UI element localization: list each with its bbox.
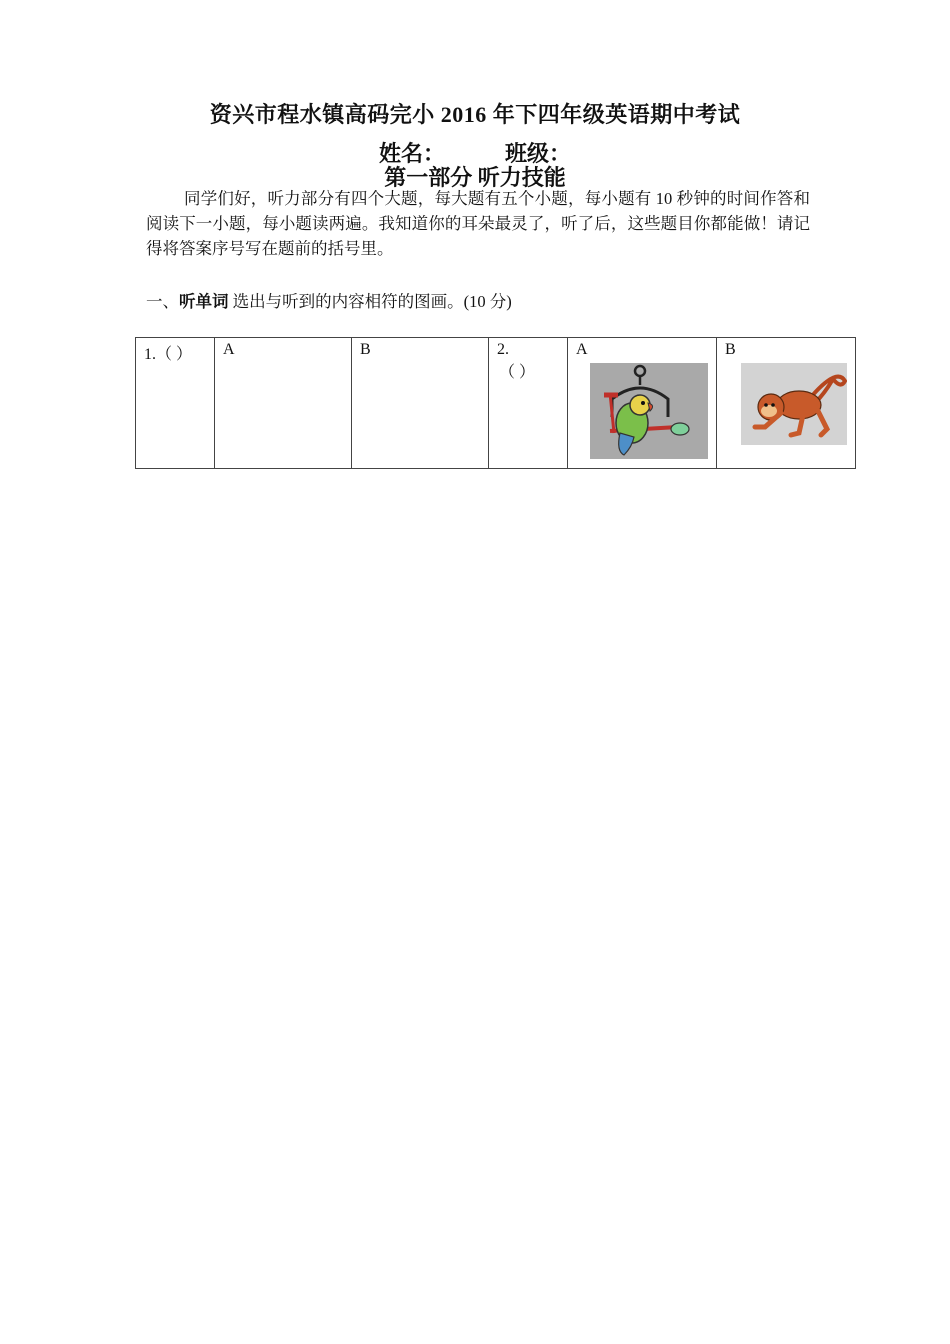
exam-title: 资兴市程水镇高码完小 2016 年下四年级英语期中考试: [209, 102, 741, 127]
section-title: 听单词: [179, 292, 229, 311]
option-b-label: B: [360, 341, 371, 358]
class-label: 班级：: [505, 141, 572, 166]
answer-bracket-2[interactable]: （ ）: [499, 364, 536, 381]
parrot-in-cage-image: [590, 363, 708, 459]
question-2-option-b[interactable]: [717, 338, 856, 469]
section-1-heading: [146, 288, 512, 312]
question-2-number: 2.: [497, 341, 509, 358]
name-label: 姓名：: [378, 141, 445, 166]
option-a-label: A: [576, 341, 588, 358]
question-2-option-a[interactable]: [568, 338, 717, 469]
section-instruction: 选出与听到的内容相符的图画。(10 分): [228, 292, 512, 311]
option-a-label: A: [223, 341, 235, 358]
question-2-cell: [489, 338, 568, 469]
question-1-number: 1.: [144, 346, 156, 363]
intro-paragraph: 同学们好，听力部分有四个大题，每大题有五个小题，每小题有 10 秒钟的时间作答和阅读下一小题，每小题读两遍。我知道你的耳朵最灵了，听了后，这些题目你都能做！请记得将答案序号写在题前的括号里。: [146, 189, 810, 258]
question-1-option-a[interactable]: [215, 338, 352, 469]
question-table: [135, 337, 856, 469]
table-row: [136, 338, 856, 469]
monkey-image: [741, 363, 847, 445]
part-title: 第一部分 听力技能: [384, 165, 566, 190]
option-b-label: B: [725, 341, 736, 358]
section-number: 一、: [146, 292, 179, 311]
question-1-option-b[interactable]: [352, 338, 489, 469]
question-1-cell: [136, 338, 215, 469]
answer-bracket-1[interactable]: （ ）: [156, 346, 193, 363]
